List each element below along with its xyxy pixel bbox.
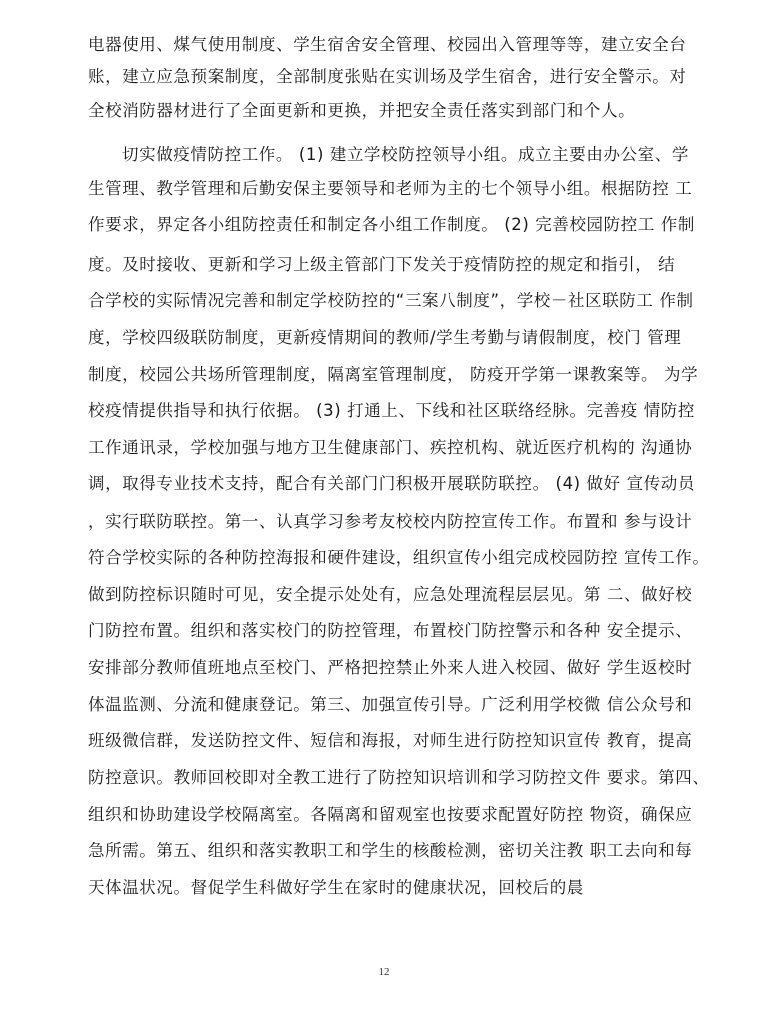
text-line: 天体温状况。督促学生科做好学生在家时的健康状况，回校后的晨 <box>88 878 584 897</box>
text-line: 工作通讯录，学校加强与地方卫生健康部门、疾控机构、就近医疗机构的 沟通协 <box>88 438 693 457</box>
text-line: 急所需。第五、组织和落实教职工和学生的核酸检测，密切关注教 职工去向和每 <box>88 841 693 860</box>
page-number: 12 <box>378 966 390 978</box>
text-line: 班级微信群，发送防控文件、短信和海报，对师生进行防控知识宣传 教育，提高 <box>88 731 693 750</box>
text-line: 调，取得专业技术支持，配合有关部门门积极开展联防联控。 (4) 做好 宣传动员 <box>88 474 696 493</box>
text-line: 门防控布置。组织和落实校门的防控管理，布置校门防控警示和各种 安全提示、 <box>88 621 693 640</box>
text-line: 切实做疫情防控工作。 (1) 建立学校防控领导小组。成立主要由办公室、学 <box>122 145 689 164</box>
text-line: 体温监测、分流和健康登记。第三、加强宣传引导。广泛利用学校微 信公众号和 <box>88 695 693 714</box>
text-line: 度，学校四级联防制度，更新疫情期间的教师/学生考勤与请假制度，校门 管理 <box>88 328 682 347</box>
text-line: 制度，校园公共场所管理制度，隔离室管理制度， 防疫开学第一课教案等。 为学 <box>88 365 699 384</box>
text-line: 度。及时接收、更新和学习上级主管部门下发关于疫情防控的规定和指引， 结 <box>88 255 676 274</box>
text-line: 电器使用、煤气使用制度、学生宿舍安全管理、校园出入管理等等，建立安全台 <box>88 35 687 54</box>
text-line: 账，建立应急预案制度，全部制度张贴在实训场及学生宿舍，进行安全警示。对 <box>88 67 687 86</box>
text-line: 作要求，界定各小组防控责任和制定各小组工作制度。 (2) 完善校园防控工 作制 <box>88 215 696 234</box>
text-line: ，实行联防联控。第一、认真学习参考友校校内防控宣传工作。布置和 参与设计 <box>88 512 693 531</box>
text-line: 防控意识。教师回校即对全教工进行了防控知识培训和学习防控文件 要求。第四、 <box>88 768 710 787</box>
text-line: 全校消防器材进行了全面更新和更换，并把安全责任落实到部门和个人。 <box>88 101 636 120</box>
text-line: 生管理、教学管理和后勤安保主要领导和老师为主的七个领导小组。根据防控 工 <box>88 179 693 198</box>
text-line: 组织和协助建设学校隔离室。各隔离和留观室也按要求配置好防控 物资，确保应 <box>88 805 693 824</box>
text-line: 合学校的实际情况完善和制定学校防控的“三案八制度”，学校－社区联防工 作制 <box>88 291 694 310</box>
text-line: 安排部分教师值班地点至校门、严格把控禁止外来人进入校园、做好 学生返校时 <box>88 658 693 677</box>
text-line: 符合学校实际的各种防控海报和硬件建设，组织宣传小组完成校园防控 宣传工作。 <box>88 548 710 567</box>
text-line: 做到防控标识随时可见，安全提示处处有，应急处理流程层层见。第 二、做好校 <box>88 585 693 604</box>
text-line: 校疫情提供指导和执行依据。 (3) 打通上、下线和社区联络经脉。完善疫 情防控 <box>88 401 696 420</box>
